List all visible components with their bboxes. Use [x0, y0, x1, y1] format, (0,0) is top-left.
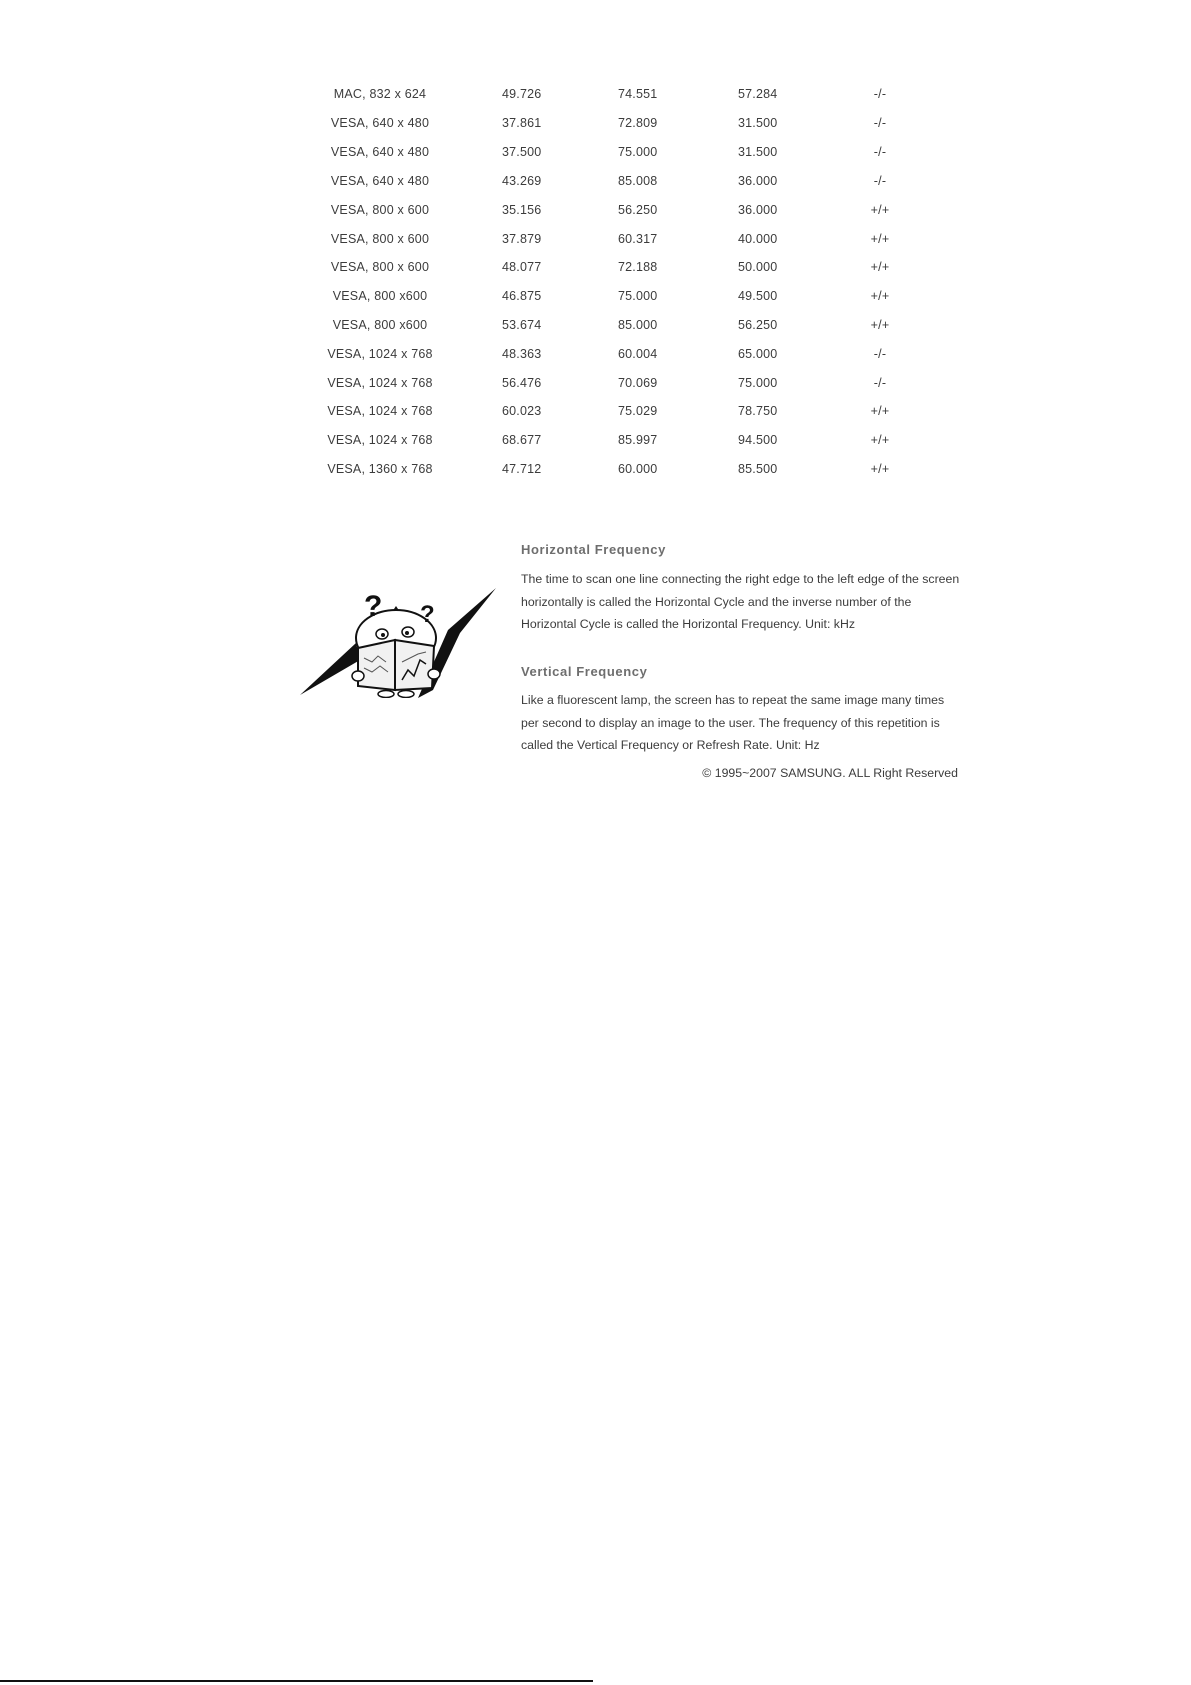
vertical-frequency-cell: 75.000: [618, 145, 658, 159]
table-row: [0, 286, 1191, 306]
vertical-frequency-cell: 60.004: [618, 347, 658, 361]
pixel-clock-cell: 40.000: [738, 232, 778, 246]
display-mode-cell: VESA, 640 x 480: [330, 174, 430, 188]
sync-polarity-cell: -/-: [873, 376, 887, 390]
vertical-frequency-cell: 72.809: [618, 116, 658, 130]
table-row: [0, 344, 1191, 364]
horizontal-frequency-cell: 37.879: [502, 232, 542, 246]
display-mode-cell: VESA, 1024 x 768: [327, 404, 433, 418]
pixel-clock-cell: 94.500: [738, 433, 778, 447]
vertical-frequency-cell: 56.250: [618, 203, 658, 217]
sync-polarity-cell: -/-: [873, 145, 887, 159]
table-row: [0, 113, 1191, 133]
vertical-frequency-cell: 70.069: [618, 376, 658, 390]
display-mode-cell: VESA, 800 x 600: [330, 203, 430, 217]
horizontal-frequency-text: The time to scan one line connecting the right edge to the left edge of the screen horizontally is called the Horizontal Cycle and the inverse number of the Horizontal Cycle is called the Horizontal Frequency. Unit: kHz: [521, 572, 960, 631]
pixel-clock-cell: 57.284: [738, 87, 778, 101]
vertical-frequency-cell: 72.188: [618, 260, 658, 274]
table-row: [0, 430, 1191, 450]
pixel-clock-cell: 36.000: [738, 174, 778, 188]
pixel-clock-cell: 85.500: [738, 462, 778, 476]
horizontal-frequency-cell: 46.875: [502, 289, 542, 303]
horizontal-frequency-cell: 43.269: [502, 174, 542, 188]
display-mode-cell: MAC, 832 x 624: [333, 87, 427, 101]
table-row: [0, 200, 1191, 220]
table-row: [0, 373, 1191, 393]
confused-reader-icon: [298, 588, 498, 698]
pixel-clock-cell: 75.000: [738, 376, 778, 390]
vertical-frequency-text: Like a fluorescent lamp, the screen has to repeat the same image many times per second to display an image to the user. The frequency of this repetition is called the Vertical Frequency or Refresh Rate. Unit: Hz: [521, 693, 945, 752]
sync-polarity-cell: +/+: [870, 462, 890, 476]
table-row: [0, 459, 1191, 479]
horizontal-frequency-cell: 35.156: [502, 203, 542, 217]
left-wedge-shape: [300, 643, 360, 695]
vertical-frequency-cell: 60.317: [618, 232, 658, 246]
book-right-page-shape: [395, 640, 434, 690]
horizontal-frequency-cell: 37.500: [502, 145, 542, 159]
horizontal-frequency-cell: 48.363: [502, 347, 542, 361]
book-left-page-shape: [358, 640, 395, 690]
horizontal-frequency-cell: 49.726: [502, 87, 542, 101]
horizontal-frequency-cell: 48.077: [502, 260, 542, 274]
vertical-frequency-cell: 75.029: [618, 404, 658, 418]
sync-polarity-cell: +/+: [870, 404, 890, 418]
table-row: [0, 315, 1191, 335]
vertical-frequency-cell: 85.997: [618, 433, 658, 447]
horizontal-frequency-cell: 37.861: [502, 116, 542, 130]
display-mode-cell: VESA, 1024 x 768: [327, 376, 433, 390]
table-row: [0, 171, 1191, 191]
display-mode-cell: VESA, 640 x 480: [330, 145, 430, 159]
display-mode-cell: VESA, 800 x600: [332, 289, 428, 303]
sync-polarity-cell: -/-: [873, 116, 887, 130]
sync-polarity-cell: +/+: [870, 318, 890, 332]
page-divider: [0, 1680, 593, 1682]
pixel-clock-cell: 65.000: [738, 347, 778, 361]
display-mode-cell: VESA, 800 x 600: [330, 232, 430, 246]
pixel-clock-cell: 78.750: [738, 404, 778, 418]
sync-polarity-cell: +/+: [870, 433, 890, 447]
pixel-clock-cell: 49.500: [738, 289, 778, 303]
sync-polarity-cell: +/+: [870, 232, 890, 246]
pixel-clock-cell: 31.500: [738, 145, 778, 159]
table-row: [0, 401, 1191, 421]
horizontal-frequency-cell: 68.677: [502, 433, 542, 447]
pixel-clock-cell: 56.250: [738, 318, 778, 332]
pixel-clock-cell: 50.000: [738, 260, 778, 274]
sync-polarity-cell: -/-: [873, 87, 887, 101]
display-mode-cell: VESA, 1024 x 768: [327, 347, 433, 361]
vertical-frequency-cell: 75.000: [618, 289, 658, 303]
question-mark-icon: ?: [420, 601, 435, 628]
sync-polarity-cell: +/+: [870, 203, 890, 217]
horizontal-frequency-cell: 47.712: [502, 462, 542, 476]
table-row: [0, 257, 1191, 277]
sync-polarity-cell: +/+: [870, 260, 890, 274]
sync-polarity-cell: -/-: [873, 174, 887, 188]
vertical-frequency-cell: 85.000: [618, 318, 658, 332]
vertical-frequency-cell: 74.551: [618, 87, 658, 101]
copyright-notice: © 1995~2007 SAMSUNG. ALL Right Reserved: [702, 766, 958, 780]
display-mode-cell: VESA, 640 x 480: [330, 116, 430, 130]
horizontal-frequency-cell: 53.674: [502, 318, 542, 332]
table-row: [0, 229, 1191, 249]
sync-polarity-cell: -/-: [873, 347, 887, 361]
horizontal-frequency-heading: Horizontal Frequency: [521, 542, 666, 557]
display-mode-cell: VESA, 1360 x 768: [327, 462, 433, 476]
display-mode-cell: VESA, 800 x600: [332, 318, 428, 332]
vertical-frequency-cell: 60.000: [618, 462, 658, 476]
vertical-frequency-cell: 85.008: [618, 174, 658, 188]
table-row: [0, 84, 1191, 104]
vertical-frequency-heading: Vertical Frequency: [521, 664, 648, 679]
question-mark-icon: ?: [364, 590, 383, 623]
pixel-clock-cell: 31.500: [738, 116, 778, 130]
horizontal-frequency-cell: 56.476: [502, 376, 542, 390]
sync-polarity-cell: +/+: [870, 289, 890, 303]
display-mode-cell: VESA, 800 x 600: [330, 260, 430, 274]
display-mode-cell: VESA, 1024 x 768: [327, 433, 433, 447]
table-row: [0, 142, 1191, 162]
horizontal-frequency-cell: 60.023: [502, 404, 542, 418]
pixel-clock-cell: 36.000: [738, 203, 778, 217]
